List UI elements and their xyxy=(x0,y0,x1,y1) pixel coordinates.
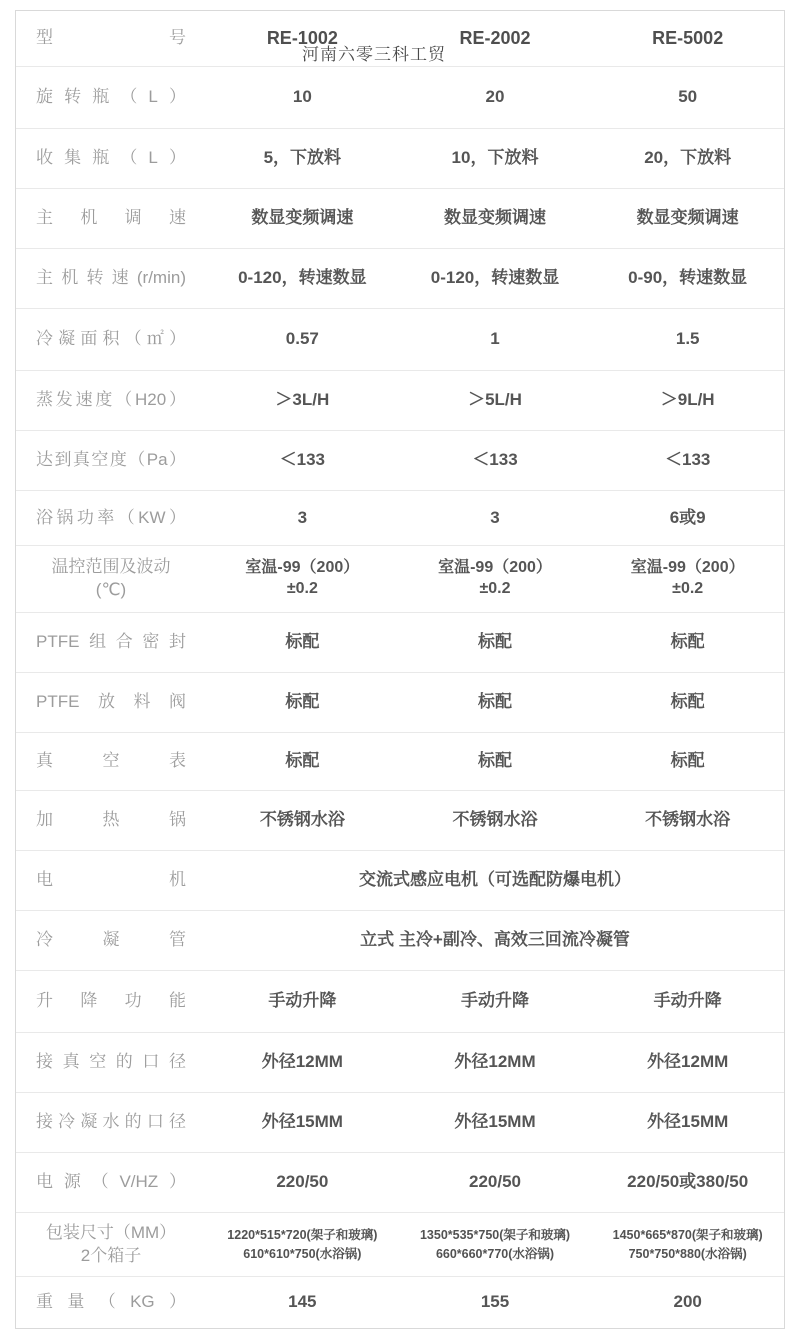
spec-value-line: ＞5L/H xyxy=(468,390,522,410)
spec-value xyxy=(591,791,784,850)
row-label-line: (℃) xyxy=(95,580,127,599)
spec-value-line: 外径15MM xyxy=(454,1112,536,1132)
spec-value xyxy=(206,1033,399,1092)
table-row xyxy=(16,249,784,309)
row-label-line: 包装尺寸（MM） xyxy=(45,1222,177,1242)
spec-value-line: 6或9 xyxy=(669,507,706,527)
row-label-line: 主机转速(r/min) xyxy=(36,268,186,288)
row-label xyxy=(16,613,206,672)
spec-value-line: 5，下放料 xyxy=(263,148,342,168)
spec-value-line: 1 xyxy=(490,329,500,349)
table-row xyxy=(16,971,784,1033)
spec-value xyxy=(206,546,399,612)
row-label xyxy=(16,491,206,545)
table-row xyxy=(16,911,784,971)
spec-value xyxy=(591,309,784,370)
spec-value-line: 室温-99（200） xyxy=(438,559,552,577)
spec-value-line: 立式 主冷+副冷、高效三回流冷凝管 xyxy=(360,930,630,950)
row-label-line: PTFE放料阀 xyxy=(36,692,186,712)
table-row xyxy=(16,1153,784,1213)
spec-value-line: 200 xyxy=(673,1292,702,1312)
spec-value-line: ＜133 xyxy=(279,450,326,470)
row-label xyxy=(16,67,206,128)
spec-value-line: 标配 xyxy=(670,751,705,771)
spec-value-line: 10，下放料 xyxy=(451,148,539,168)
spec-value-line: 3 xyxy=(297,507,308,527)
spec-value xyxy=(591,249,784,308)
spec-value xyxy=(399,491,592,545)
spec-value-line: 手动升降 xyxy=(268,991,337,1011)
spec-value xyxy=(591,971,784,1032)
spec-value xyxy=(399,309,592,370)
table-row xyxy=(16,613,784,673)
table-row xyxy=(16,129,784,189)
row-label-line: 电源（V/HZ） xyxy=(36,1172,186,1192)
spec-value xyxy=(399,67,592,128)
spec-value xyxy=(206,733,399,790)
spec-value-line: 10 xyxy=(292,87,312,107)
spec-value-line: 0.57 xyxy=(285,329,319,349)
table-row xyxy=(16,791,784,851)
spec-value xyxy=(206,129,399,188)
spec-value xyxy=(206,1153,399,1212)
spec-value-line: 数显变频调速 xyxy=(251,208,354,228)
spec-value-line: 外径12MM xyxy=(454,1052,536,1072)
spec-value-line: 20，下放料 xyxy=(644,148,732,168)
row-label xyxy=(16,431,206,490)
spec-value-line: 220/50或380/50 xyxy=(627,1172,749,1192)
spec-value xyxy=(399,249,592,308)
spec-value xyxy=(206,1277,399,1328)
row-label-line: 重量（KG） xyxy=(36,1292,186,1312)
spec-value-line: 0-120，转速数显 xyxy=(238,268,367,288)
spec-value xyxy=(399,733,592,790)
spec-value-line: 不锈钢水浴 xyxy=(259,810,345,830)
spec-value-line: 手动升降 xyxy=(461,991,529,1011)
spec-value-line: 50 xyxy=(678,87,698,107)
table-row xyxy=(16,1093,784,1153)
spec-value xyxy=(591,733,784,790)
spec-value xyxy=(591,1277,784,1328)
row-label-line: 型号 xyxy=(36,28,186,48)
spec-value-line: 室温-99（200） xyxy=(630,559,745,577)
row-label-line: 接冷凝水的口径 xyxy=(36,1112,186,1132)
row-label-line: 接真空的口径 xyxy=(36,1052,186,1072)
row-label-line: 冷凝面积（㎡） xyxy=(36,329,186,349)
row-label xyxy=(16,11,206,66)
row-label xyxy=(16,1277,206,1328)
spec-table xyxy=(15,10,785,1329)
table-row xyxy=(16,1277,784,1328)
spec-value xyxy=(206,309,399,370)
row-label xyxy=(16,673,206,732)
spec-value-line: 标配 xyxy=(478,632,512,652)
spec-value-line: 3 xyxy=(490,507,500,527)
table-row xyxy=(16,431,784,491)
spec-value-line: 外径12MM xyxy=(261,1052,343,1072)
spec-value xyxy=(206,1093,399,1152)
spec-value-line: 标配 xyxy=(670,692,705,712)
spec-value xyxy=(591,1213,784,1276)
spec-value-line: ±0.2 xyxy=(286,580,318,597)
spec-value xyxy=(591,431,784,490)
spec-value-line: 220/50 xyxy=(469,1172,521,1192)
table-row xyxy=(16,851,784,911)
spec-value-line: 标配 xyxy=(478,692,512,712)
spec-value xyxy=(591,67,784,128)
spec-value-line: 20 xyxy=(485,87,505,107)
table-row xyxy=(16,1033,784,1093)
spec-value xyxy=(399,673,592,732)
spec-value xyxy=(591,613,784,672)
spec-value xyxy=(206,673,399,732)
spec-value-line: 外径15MM xyxy=(647,1112,729,1132)
spec-value xyxy=(399,1213,592,1276)
spec-value xyxy=(591,189,784,248)
spec-value-line: ±0.2 xyxy=(479,580,511,597)
table-row xyxy=(16,309,784,371)
row-label-line: 升降功能 xyxy=(36,991,186,1011)
spec-value xyxy=(399,1277,592,1328)
spec-value-line: 220/50 xyxy=(276,1172,329,1192)
spec-value-line: ＜133 xyxy=(664,450,711,470)
spec-value-line: 数显变频调速 xyxy=(636,208,739,228)
row-label xyxy=(16,971,206,1032)
spec-value-line: ±0.2 xyxy=(672,580,704,597)
row-label-line: 真空表 xyxy=(36,751,186,771)
row-label xyxy=(16,129,206,188)
spec-value-line: 1350*535*750(架子和玻璃) xyxy=(419,1228,571,1243)
row-label-line: 旋转瓶（L） xyxy=(36,87,186,107)
spec-value xyxy=(591,129,784,188)
spec-value-line: 145 xyxy=(288,1292,317,1312)
spec-value xyxy=(206,371,399,430)
spec-value-line: 标配 xyxy=(285,632,320,652)
spec-value xyxy=(591,491,784,545)
spec-value-line: 标配 xyxy=(478,751,512,771)
spec-value xyxy=(591,546,784,612)
model-name xyxy=(591,11,784,66)
spec-value-line: RE-5002 xyxy=(652,27,724,48)
row-label-line: 电机 xyxy=(36,870,186,890)
row-label-line: 加热锅 xyxy=(36,810,186,830)
spec-value xyxy=(399,431,592,490)
spec-value-line: 1220*515*720(架子和玻璃) xyxy=(227,1228,378,1243)
table-row xyxy=(16,491,784,546)
spec-value xyxy=(591,371,784,430)
spec-value-line: 0-120，转速数显 xyxy=(430,268,560,288)
spec-value-line: 室温-99（200） xyxy=(245,559,360,577)
watermark-text: 河南六零三科工贸 xyxy=(302,45,446,64)
row-label xyxy=(16,371,206,430)
spec-value-line: RE-2002 xyxy=(459,27,531,48)
spec-value-line: 外径15MM xyxy=(261,1112,343,1132)
spec-value xyxy=(399,1093,592,1152)
spec-value xyxy=(206,491,399,545)
spec-value xyxy=(591,1033,784,1092)
row-label-line: 收集瓶（L） xyxy=(36,148,186,168)
spec-value-line: 手动升降 xyxy=(653,991,722,1011)
spec-value-line: ＜133 xyxy=(472,450,518,470)
spec-value-line: ＞9L/H xyxy=(660,390,715,410)
table-row xyxy=(16,67,784,129)
spec-value-line: 外径12MM xyxy=(647,1052,729,1072)
spec-value xyxy=(206,791,399,850)
spec-value xyxy=(206,189,399,248)
spec-value xyxy=(206,613,399,672)
row-label xyxy=(16,851,206,910)
table-row xyxy=(16,546,784,613)
spec-value-line: 1450*665*870(架子和玻璃) xyxy=(612,1228,763,1243)
spec-value-line: 标配 xyxy=(285,751,320,771)
row-label-line: 2个箱子 xyxy=(80,1245,142,1265)
spec-value-line: 750*750*880(水浴锅) xyxy=(628,1246,747,1261)
spec-value xyxy=(399,1153,592,1212)
spec-value-line: RE-1002 xyxy=(266,27,338,48)
spec-value-line: 不锈钢水浴 xyxy=(645,810,731,830)
row-label xyxy=(16,546,206,612)
spec-value-line: 数显变频调速 xyxy=(444,208,546,228)
table-row xyxy=(16,11,784,67)
spec-value xyxy=(206,67,399,128)
spec-value-line: 交流式感应电机（可选配防爆电机） xyxy=(359,870,631,890)
row-label xyxy=(16,1213,206,1276)
spec-value xyxy=(399,546,592,612)
row-label xyxy=(16,1153,206,1212)
table-row xyxy=(16,733,784,791)
row-label-line: 温控范围及波动 xyxy=(51,557,171,577)
table-row xyxy=(16,673,784,733)
spec-value-line: 不锈钢水浴 xyxy=(452,810,538,830)
spec-value xyxy=(399,971,592,1032)
spec-value-line: 1.5 xyxy=(675,329,700,349)
spec-value xyxy=(399,371,592,430)
spec-value xyxy=(399,189,592,248)
spec-value xyxy=(399,129,592,188)
row-label xyxy=(16,309,206,370)
row-label-line: 达到真空度（Pa） xyxy=(36,450,186,470)
spec-value-line: 0-90，转速数显 xyxy=(628,268,748,288)
table-row xyxy=(16,189,784,249)
row-label xyxy=(16,1093,206,1152)
spec-value xyxy=(206,971,399,1032)
spec-value xyxy=(399,1033,592,1092)
spec-value-line: ＞3L/H xyxy=(275,390,330,410)
spec-value-line: 610*610*750(水浴锅) xyxy=(243,1246,362,1261)
spec-value-line: 155 xyxy=(480,1292,510,1312)
spec-value xyxy=(206,431,399,490)
row-label xyxy=(16,911,206,970)
row-label-line: 主机调速 xyxy=(36,208,186,228)
row-label-line: PTFE组合密封 xyxy=(36,632,186,652)
spec-value xyxy=(206,1213,399,1276)
spec-value xyxy=(591,673,784,732)
spec-value-line: 660*660*770(水浴锅) xyxy=(435,1246,555,1261)
spec-value xyxy=(591,1153,784,1212)
table-row xyxy=(16,371,784,431)
row-label-line: 蒸发速度（H20） xyxy=(36,390,186,410)
model-name xyxy=(206,11,399,66)
row-label xyxy=(16,189,206,248)
row-label xyxy=(16,249,206,308)
row-label xyxy=(16,1033,206,1092)
spec-value-line: 标配 xyxy=(285,692,320,712)
row-label xyxy=(16,791,206,850)
spec-value xyxy=(399,613,592,672)
row-label-line: 冷凝管 xyxy=(36,930,186,950)
spec-value xyxy=(206,249,399,308)
row-label xyxy=(16,733,206,790)
spec-value xyxy=(206,911,784,970)
spec-value xyxy=(399,791,592,850)
row-label-line: 浴锅功率（KW） xyxy=(36,507,186,527)
spec-value-line: 标配 xyxy=(670,632,705,652)
model-name xyxy=(399,11,592,66)
spec-value xyxy=(591,1093,784,1152)
spec-value xyxy=(206,851,784,910)
table-row xyxy=(16,1213,784,1277)
